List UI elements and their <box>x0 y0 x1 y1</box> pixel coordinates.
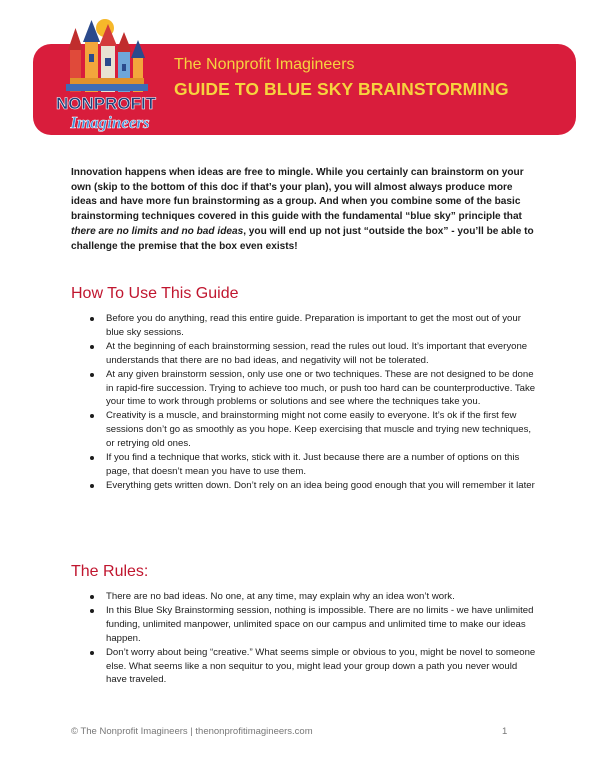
bullet-icon <box>90 595 94 599</box>
bullet-icon <box>90 317 94 321</box>
intro-text-part-2: , you will end up not just “outside the box” - you’ll be able to challenge the premise that the box even exists! <box>71 225 534 252</box>
list-item: Creativity is a muscle, and brainstorming might not come easily to everyone. It’s ok if the first few sessions don’t go as smoothly as you hope. Keep exercising that muscle and trying new techniques, or retrying old ones. <box>90 409 540 451</box>
list-item: Don’t worry about being “creative.” What seems simple or obvious to you, might be novel to someone else. What seems like a non sequitur to you, might lead your group down a path you never would have traveled. <box>90 646 540 688</box>
bullet-icon <box>90 345 94 349</box>
intro-text-part-1: Innovation happens when ideas are free to mingle. While you certainly can brainstorm on your own (skip to the bottom of this doc if that’s your plan), you will almost always produce more ideas and have more fun brainstorming as a group. And when you combine some of the basic brainstorming techniques covered in this guide with the fundamental “blue sky” principle that <box>71 167 524 223</box>
intro-paragraph <box>71 166 541 254</box>
intro-emphasis: there are no limits and no bad ideas <box>71 225 244 237</box>
bullet-icon <box>90 484 94 488</box>
bullet-icon <box>90 414 94 418</box>
bullet-icon <box>90 609 94 613</box>
list-item: Before you do anything, read this entire guide. Preparation is important to get the most out of your blue sky sessions. <box>90 312 540 340</box>
list-item: There are no bad ideas. No one, at any time, may explain why an idea won’t work. <box>90 590 540 604</box>
list-item: At the beginning of each brainstorming session, read the rules out loud. It’s important that everyone understands that there are no bad ideas, and negativity will not be tolerated. <box>90 340 540 368</box>
bullet-icon <box>90 651 94 655</box>
svg-text:Imagineers: Imagineers <box>70 113 150 132</box>
list-item: At any given brainstorm session, only use one or two techniques. These are not designed to be done in rapid-fire succession. Trying to achieve too much, or push too hard can be counterproductive. Take your time to work through problems or solutions and see where the techniques take you. <box>90 368 540 410</box>
how-to-use-list <box>90 312 540 493</box>
footer-text: © The Nonprofit Imagineers | thenonprofitimagineers.com <box>71 726 313 737</box>
nonprofit-imagineers-logo <box>42 14 172 134</box>
list-item: In this Blue Sky Brainstorming session, nothing is impossible. There are no limits - we have unlimited funding, unlimited manpower, unlimited space on our campus and unlimited time to make our ideas happen. <box>90 604 540 646</box>
rules-list <box>90 590 540 687</box>
list-item: Everything gets written down. Don’t rely on an idea being good enough that you will remember it later <box>90 479 540 493</box>
svg-text:NONPROFIT: NONPROFIT <box>55 94 157 113</box>
rules-heading: The Rules: <box>71 563 149 580</box>
bullet-icon <box>90 373 94 377</box>
list-item: If you find a technique that works, stick with it. Just because there are a number of options on this page, that doesn’t mean you have to use them. <box>90 451 540 479</box>
page-title: GUIDE TO BLUE SKY BRAINSTORMING <box>174 79 509 99</box>
page-number: 1 <box>502 726 508 737</box>
bullet-icon <box>90 456 94 460</box>
header-subtitle: The Nonprofit Imagineers <box>174 56 355 73</box>
how-to-use-heading: How To Use This Guide <box>71 285 239 302</box>
